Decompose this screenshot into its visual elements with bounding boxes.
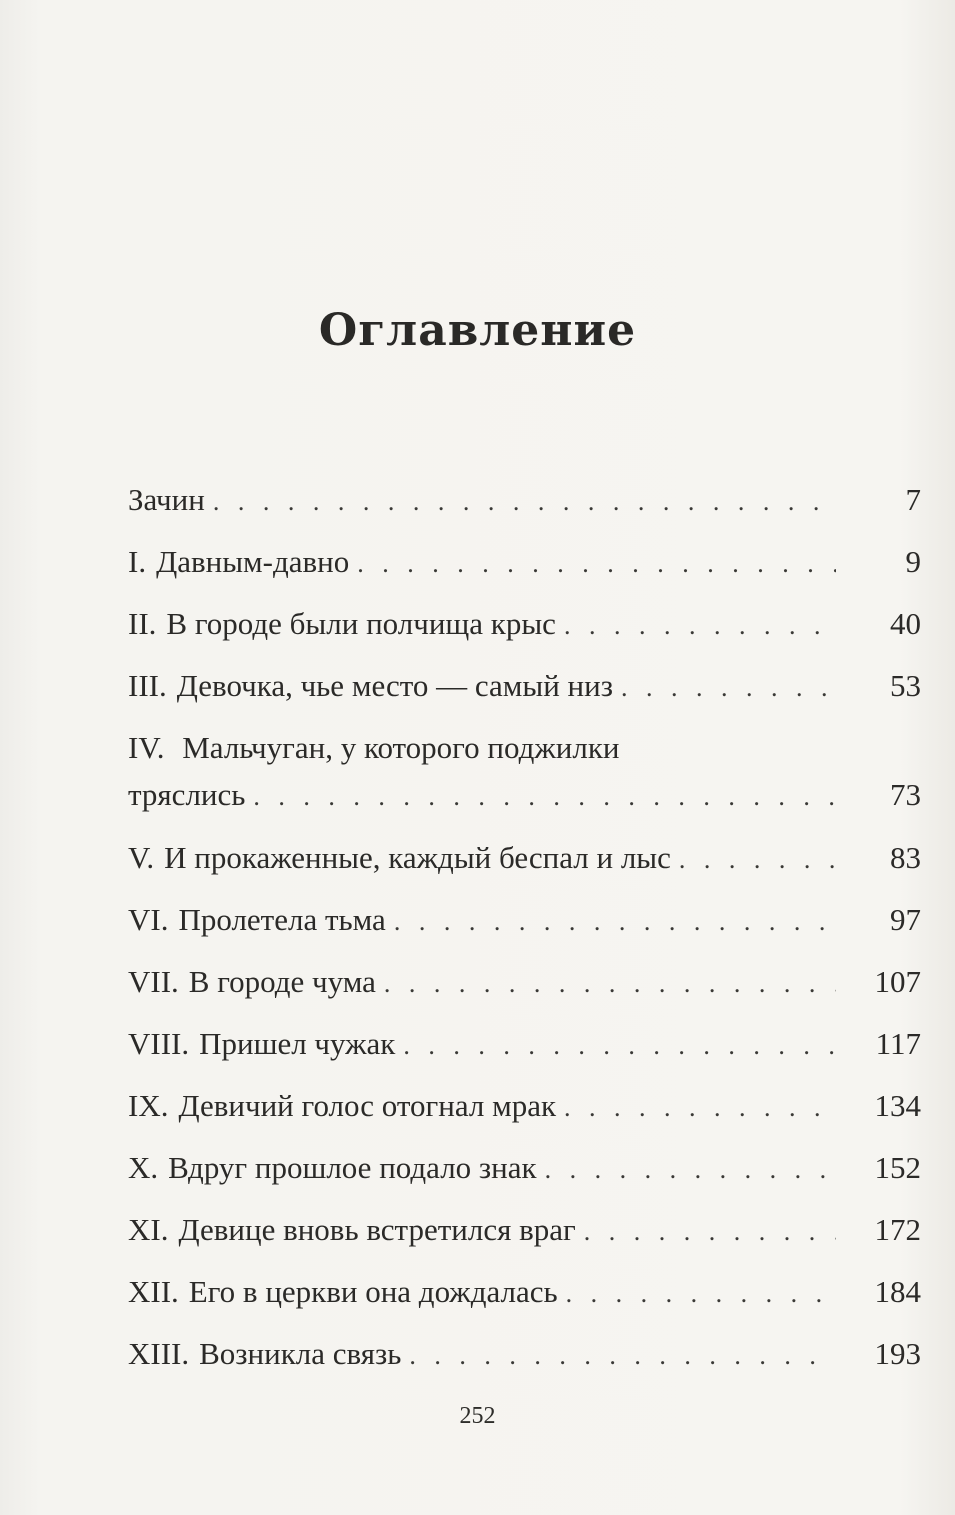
toc-page-number: 172 xyxy=(874,1212,921,1247)
toc-page-number: 184 xyxy=(874,1274,921,1309)
toc-entry xyxy=(128,1262,921,1324)
toc-entry-label: В городе были полчища крыс xyxy=(166,606,556,641)
toc-page-number: 83 xyxy=(890,840,921,875)
toc-entry-label: Вдруг прошлое подало знак xyxy=(168,1150,537,1185)
dot-leader xyxy=(213,472,836,532)
dot-leader xyxy=(409,1326,836,1386)
toc-entry xyxy=(128,1138,921,1200)
toc-entry xyxy=(128,726,921,770)
toc-entry xyxy=(128,890,921,952)
toc-entry-label: Девичий голос отогнал мрак xyxy=(178,1088,557,1123)
toc-page-number: 7 xyxy=(905,482,921,517)
toc-page-number: 40 xyxy=(890,606,921,641)
toc-entry xyxy=(128,532,921,594)
toc-page-number: 152 xyxy=(874,1150,921,1185)
toc-entry xyxy=(128,470,921,532)
toc-entry xyxy=(128,1200,921,1262)
toc-entry xyxy=(128,594,921,656)
toc-page-number: 9 xyxy=(905,544,921,579)
dot-leader xyxy=(584,1202,836,1262)
page-title: Оглавление xyxy=(318,305,637,356)
toc-page-number: 73 xyxy=(890,777,921,812)
chapter-number: V. xyxy=(128,840,155,875)
toc-entry-label: И прокаженные, каждый беспал и лыс xyxy=(164,840,671,875)
dot-leader xyxy=(545,1140,836,1200)
toc-entry-label: Девочка, чье место — самый низ xyxy=(176,668,613,703)
toc-entry xyxy=(128,656,921,718)
dot-leader xyxy=(566,1264,836,1324)
chapter-number: XII. xyxy=(128,1274,179,1309)
chapter-number: X. xyxy=(128,1150,159,1185)
toc-entry-continuation xyxy=(128,770,921,822)
toc-entry-label: Пролетела тьма xyxy=(178,902,386,937)
dot-leader xyxy=(564,596,836,656)
chapter-number: VII. xyxy=(128,964,179,999)
toc-entry xyxy=(128,828,921,890)
toc-entry-label: Возникла связь xyxy=(199,1336,402,1371)
toc-entry-label-continued: тряслись xyxy=(128,777,246,812)
dot-leader xyxy=(679,830,836,890)
chapter-number: IV. xyxy=(128,730,165,765)
dot-leader xyxy=(253,772,836,822)
dot-leader xyxy=(621,658,836,718)
toc-page-number: 97 xyxy=(890,902,921,937)
chapter-number: VI. xyxy=(128,902,169,937)
toc-entry-label: Пришел чужак xyxy=(199,1026,396,1061)
chapter-number: VIII. xyxy=(128,1026,190,1061)
chapter-number: II. xyxy=(128,606,157,641)
dot-leader xyxy=(394,892,836,952)
dot-leader xyxy=(384,954,836,1014)
table-of-contents xyxy=(128,470,921,1386)
toc-entry xyxy=(128,1076,921,1138)
toc-entry xyxy=(128,1014,921,1076)
toc-page-number: 134 xyxy=(874,1088,921,1123)
chapter-number: XI. xyxy=(128,1212,169,1247)
toc-entry xyxy=(128,1324,921,1386)
toc-entry-label: Его в церкви она дождалась xyxy=(188,1274,558,1309)
chapter-number: XIII. xyxy=(128,1336,190,1371)
toc-page-number: 53 xyxy=(890,668,921,703)
toc-entry xyxy=(128,952,921,1014)
dot-leader xyxy=(357,534,836,594)
page-number-footer: 252 xyxy=(459,1403,496,1429)
toc-page-number: 193 xyxy=(874,1336,921,1371)
dot-leader xyxy=(564,1078,836,1138)
chapter-number: IX. xyxy=(128,1088,169,1123)
chapter-number: III. xyxy=(128,668,167,703)
toc-entry-label: Давным-давно xyxy=(156,544,350,579)
toc-page-number: 117 xyxy=(875,1026,921,1061)
toc-entry-label: В городе чума xyxy=(188,964,376,999)
toc-page-number: 107 xyxy=(874,964,921,999)
toc-entry-label: Мальчуган, у которого поджилки xyxy=(182,730,620,765)
dot-leader xyxy=(403,1016,836,1076)
toc-entry-label: Зачин xyxy=(128,482,205,517)
toc-entry-label: Девице вновь встретился враг xyxy=(178,1212,576,1247)
chapter-number: I. xyxy=(128,544,147,579)
